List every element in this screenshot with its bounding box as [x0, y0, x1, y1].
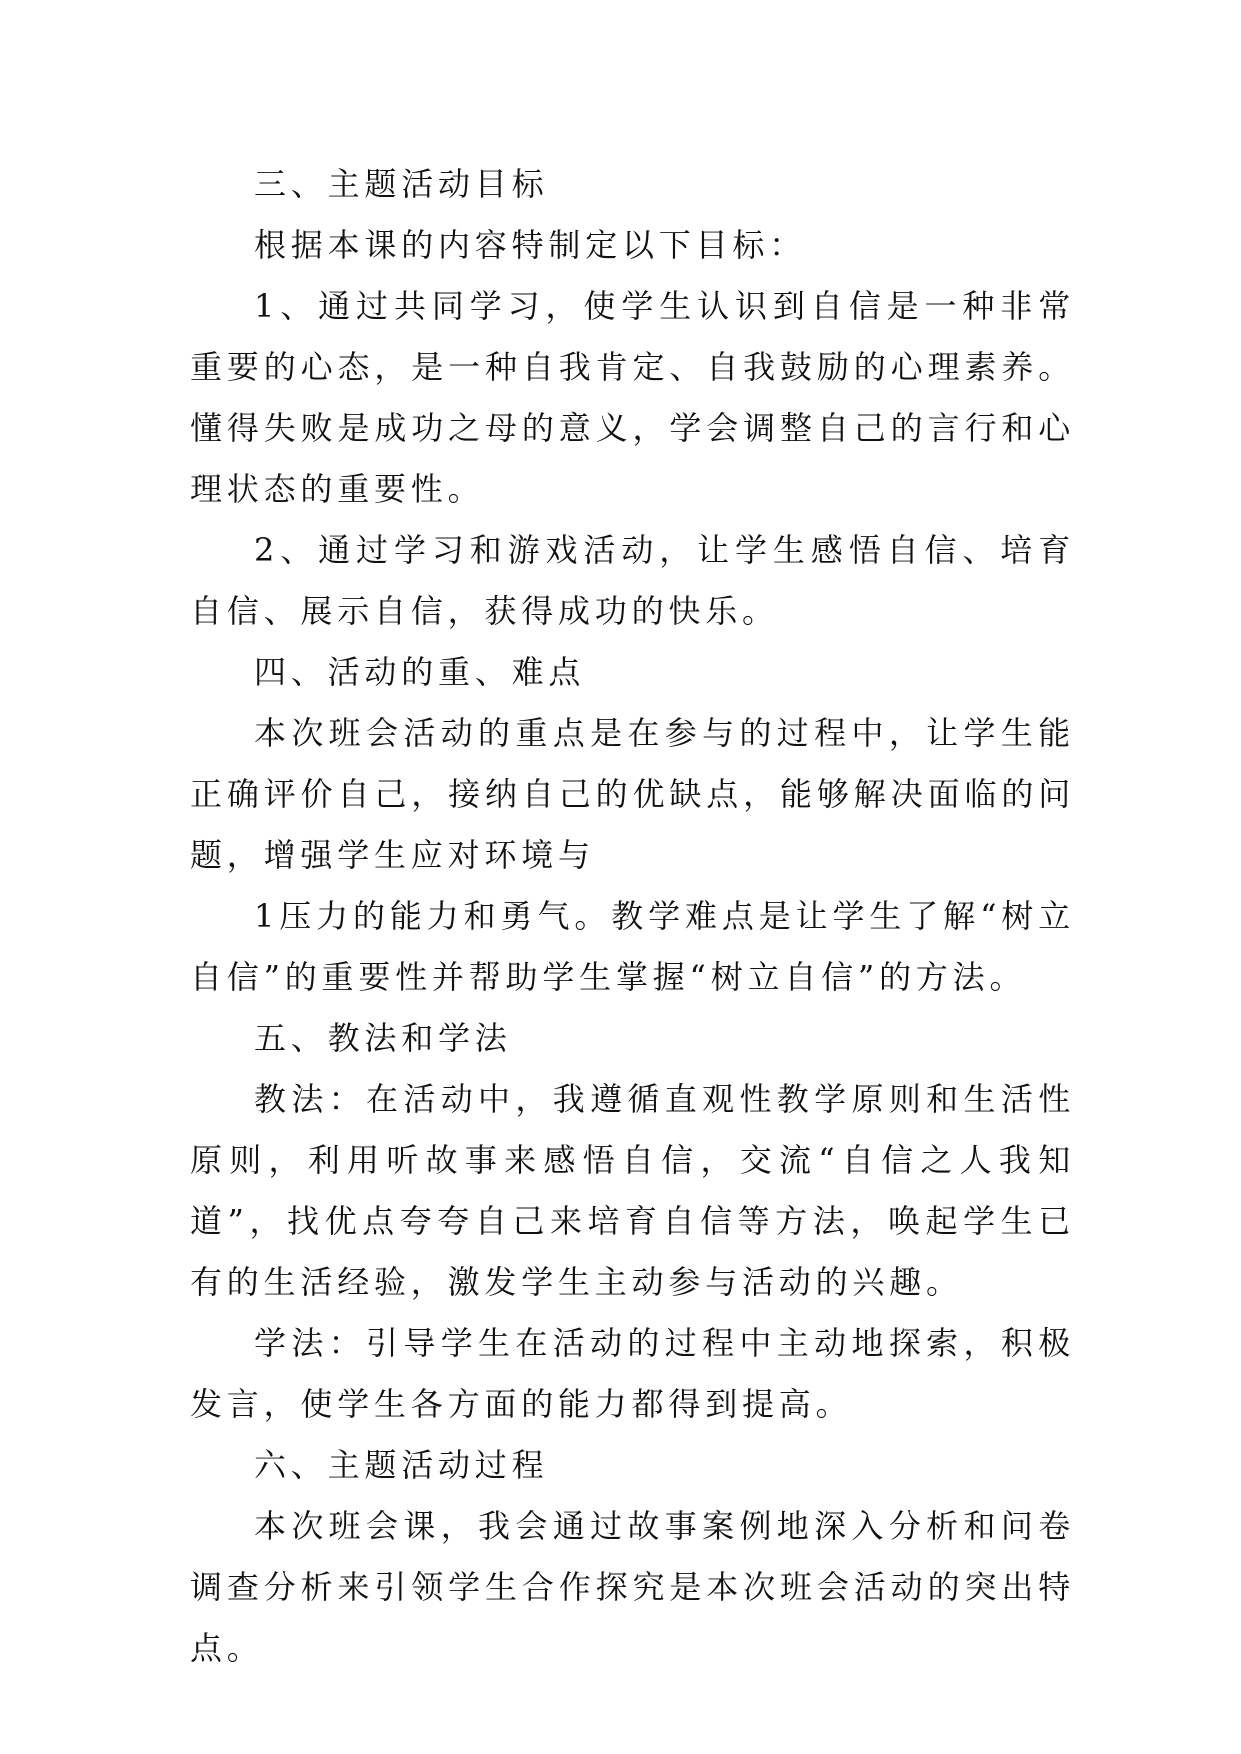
paragraph-difficulty: 1压力的能力和勇气。教学难点是让学生了解“树立自信”的重要性并帮助学生掌握“树立自信”的方法。	[190, 897, 1075, 996]
paragraph-goal-1: 1、通过共同学习，使学生认识到自信是一种非常重要的心态，是一种自我肯定、自我鼓励的心理素养。懂得失败是成功之母的意义，学会调整自己的言行和心理状态的重要性。	[190, 287, 1075, 508]
paragraph-process: 本次班会课，我会通过故事案例地深入分析和问卷调查分析来引领学生合作探究是本次班会活动的突出特点。	[190, 1507, 1075, 1667]
paragraph-learning-method: 学法：引导学生在活动的过程中主动地探索，积极发言，使学生各方面的能力都得到提高。	[190, 1324, 1075, 1423]
section-heading-goals: 三、主题活动目标	[254, 165, 549, 203]
paragraph-goals-intro: 根据本课的内容特制定以下目标：	[254, 226, 807, 264]
paragraph-key-points: 本次班会活动的重点是在参与的过程中，让学生能正确评价自己，接纳自己的优缺点，能够解决面临的问题，增强学生应对环境与	[190, 714, 1075, 874]
document-body	[190, 154, 1075, 1679]
section-heading-process: 六、主题活动过程	[254, 1446, 549, 1484]
section-heading-methods: 五、教法和学法	[254, 1019, 512, 1057]
paragraph-goal-2: 2、通过学习和游戏活动，让学生感悟自信、培育自信、展示自信，获得成功的快乐。	[190, 531, 1075, 630]
paragraph-teaching-method: 教法：在活动中，我遵循直观性教学原则和生活性原则，利用听故事来感悟自信，交流“自信之人我知道”，找优点夸夸自己来培育自信等方法，唤起学生已有的生活经验，激发学生主动参与活动的兴趣。	[190, 1080, 1075, 1301]
section-heading-key-points: 四、活动的重、难点	[254, 653, 586, 691]
